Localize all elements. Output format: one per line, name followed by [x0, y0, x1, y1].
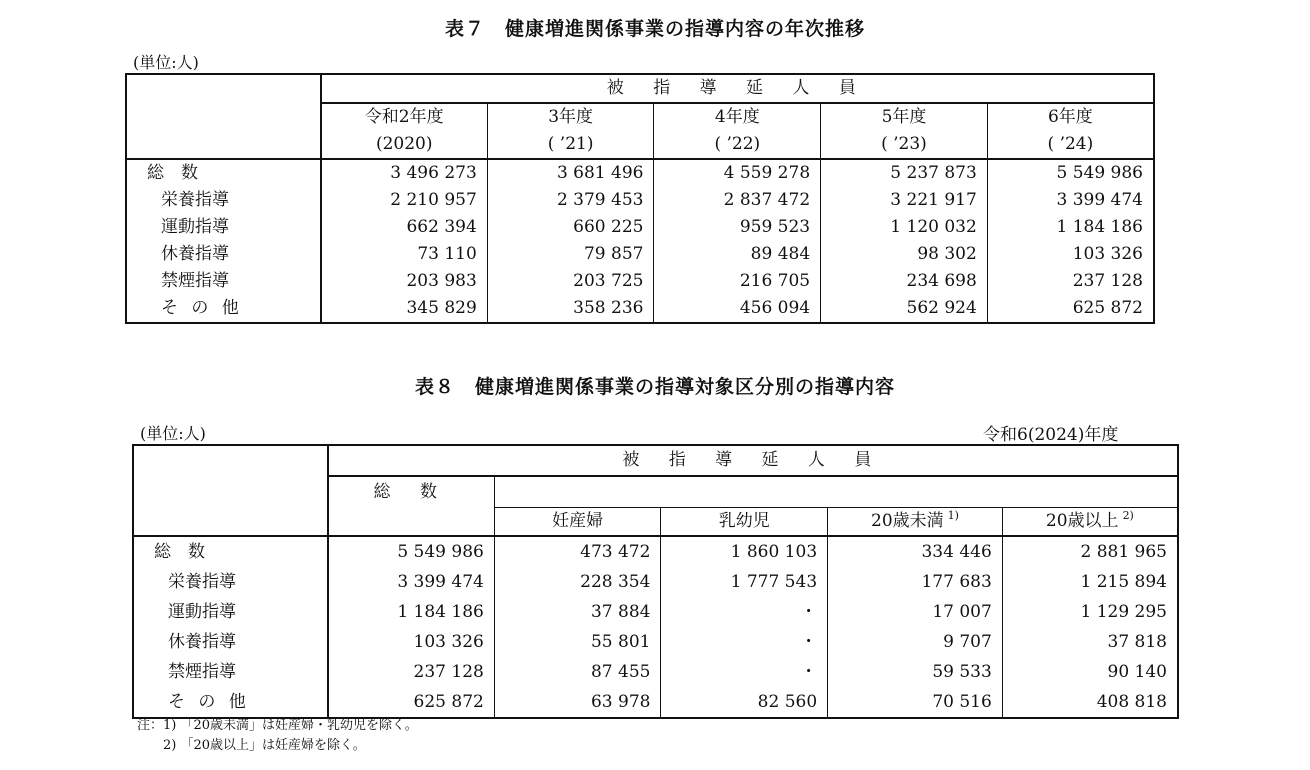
cell: 228 354 [494, 567, 661, 597]
cell: 4 559 278 [654, 159, 821, 187]
cell: 103 326 [987, 241, 1154, 268]
cell: 237 128 [328, 657, 495, 687]
table-row [126, 214, 1154, 241]
row-label: そ の 他 [161, 298, 243, 318]
cell: 9 707 [828, 627, 1003, 657]
row-label: 運動指導 [168, 602, 236, 622]
table-row [133, 567, 1178, 597]
cell: 73 110 [321, 241, 488, 268]
cell: 82 560 [661, 687, 828, 718]
cell: 959 523 [654, 214, 821, 241]
cell: 3 399 474 [987, 187, 1154, 214]
cell: 358 236 [487, 295, 654, 323]
cell: 625 872 [987, 295, 1154, 323]
table7-col-subheader: ( ’24) [987, 131, 1154, 159]
table8-title: 表８ 健康増進関係事業の指導対象区分別の指導内容 [414, 376, 895, 398]
cell: 660 225 [487, 214, 654, 241]
cell: 203 983 [321, 268, 488, 295]
cell: 5 549 986 [328, 536, 495, 567]
table-row [126, 295, 1154, 323]
row-label: 禁煙指導 [161, 271, 229, 291]
cell: 334 446 [828, 536, 1003, 567]
table-row [126, 268, 1154, 295]
cell: 3 681 496 [487, 159, 654, 187]
cell: 2 210 957 [321, 187, 488, 214]
table-row [126, 187, 1154, 214]
table7-col-subheader: ( ’21) [487, 131, 654, 159]
table-row [133, 597, 1178, 627]
table7-title: 表７ 健康増進関係事業の指導内容の年次推移 [444, 18, 865, 40]
cell: 59 533 [828, 657, 1003, 687]
cell: 55 801 [494, 627, 661, 657]
cell: 234 698 [821, 268, 988, 295]
table8-col-header: 20歳未満 $^{1)}$ [828, 508, 1003, 537]
table8-year-note: 令和6(2024)年度 [983, 425, 1119, 445]
cell: 562 924 [821, 295, 988, 323]
table8-corner [133, 445, 328, 536]
table8-subgroup-spacer [494, 476, 1178, 508]
cell: 1 777 543 [661, 567, 828, 597]
cell: 98 302 [821, 241, 988, 268]
cell: 87 455 [494, 657, 661, 687]
cell: 345 829 [321, 295, 488, 323]
note-2: 2) 「20歳以上」は妊産婦を除く。 [137, 738, 366, 753]
row-label: 総 数 [147, 163, 198, 183]
row-label: 栄養指導 [168, 572, 236, 592]
table7-col-header: 4年度 [654, 103, 821, 131]
row-label: 総 数 [154, 542, 205, 562]
table7-corner [126, 74, 321, 159]
cell: 89 484 [654, 241, 821, 268]
table7-col-header: 令和2年度 [321, 103, 488, 131]
table7-col-subheader: ( ’22) [654, 131, 821, 159]
cell: 237 128 [987, 268, 1154, 295]
row-label: 休養指導 [161, 244, 229, 264]
table8-total-header: 総 数 [328, 476, 495, 536]
cell: 456 094 [654, 295, 821, 323]
table8-group-header: 被 指 導 延 人 員 [328, 445, 1178, 476]
table7-col-subheader: ( ’23) [821, 131, 988, 159]
cell: 203 725 [487, 268, 654, 295]
row-label: 栄養指導 [161, 190, 229, 210]
cell: 1 120 032 [821, 214, 988, 241]
cell: 177 683 [828, 567, 1003, 597]
table-row [126, 241, 1154, 268]
cell: 473 472 [494, 536, 661, 567]
cell: 1 129 295 [1002, 597, 1178, 627]
table8-col-header: 20歳以上 $^{2)}$ [1002, 508, 1178, 537]
note-1: 注：1) 「20歳未満」は妊産婦・乳幼児を除く。 [137, 718, 418, 733]
cell: 408 818 [1002, 687, 1178, 718]
cell: 1 215 894 [1002, 567, 1178, 597]
cell: 216 705 [654, 268, 821, 295]
cell: 37 884 [494, 597, 661, 627]
row-label: 休養指導 [168, 632, 236, 652]
cell: 90 140 [1002, 657, 1178, 687]
cell: 63 978 [494, 687, 661, 718]
cell: 5 549 986 [987, 159, 1154, 187]
cell: ・ [661, 597, 828, 627]
cell: 625 872 [328, 687, 495, 718]
table7-col-header: 5年度 [821, 103, 988, 131]
cell: 2 837 472 [654, 187, 821, 214]
table7-col-header: 3年度 [487, 103, 654, 131]
cell: 3 496 273 [321, 159, 488, 187]
row-label: そ の 他 [168, 692, 250, 712]
table8-col-header: 乳幼児 [661, 508, 828, 537]
cell: 1 860 103 [661, 536, 828, 567]
table7-group-header: 被 指 導 延 人 員 [321, 74, 1154, 103]
table7-col-header: 6年度 [987, 103, 1154, 131]
cell: 662 394 [321, 214, 488, 241]
cell: 103 326 [328, 627, 495, 657]
table-row [133, 657, 1178, 687]
cell: ・ [661, 657, 828, 687]
cell: 1 184 186 [328, 597, 495, 627]
table8 [132, 444, 1179, 719]
footnote-marker: 2) [1122, 509, 1134, 523]
footnote-marker: 1) [947, 509, 959, 523]
table7 [125, 73, 1155, 324]
table-row [133, 536, 1178, 567]
table7-col-subheader: (2020) [321, 131, 488, 159]
table8-unit: (単位:人) [140, 424, 206, 443]
cell: 3 221 917 [821, 187, 988, 214]
cell: 70 516 [828, 687, 1003, 718]
cell: 79 857 [487, 241, 654, 268]
table-row [126, 159, 1154, 187]
cell: 17 007 [828, 597, 1003, 627]
table7-unit: (単位:人) [133, 53, 199, 72]
cell: 37 818 [1002, 627, 1178, 657]
row-label: 運動指導 [161, 217, 229, 237]
cell: 1 184 186 [987, 214, 1154, 241]
table8-notes [137, 716, 418, 756]
cell: 3 399 474 [328, 567, 495, 597]
table-row [133, 687, 1178, 718]
cell: ・ [661, 627, 828, 657]
cell: 5 237 873 [821, 159, 988, 187]
table-row [133, 627, 1178, 657]
cell: 2 881 965 [1002, 536, 1178, 567]
table8-col-header: 妊産婦 [494, 508, 661, 537]
cell: 2 379 453 [487, 187, 654, 214]
row-label: 禁煙指導 [168, 662, 236, 682]
